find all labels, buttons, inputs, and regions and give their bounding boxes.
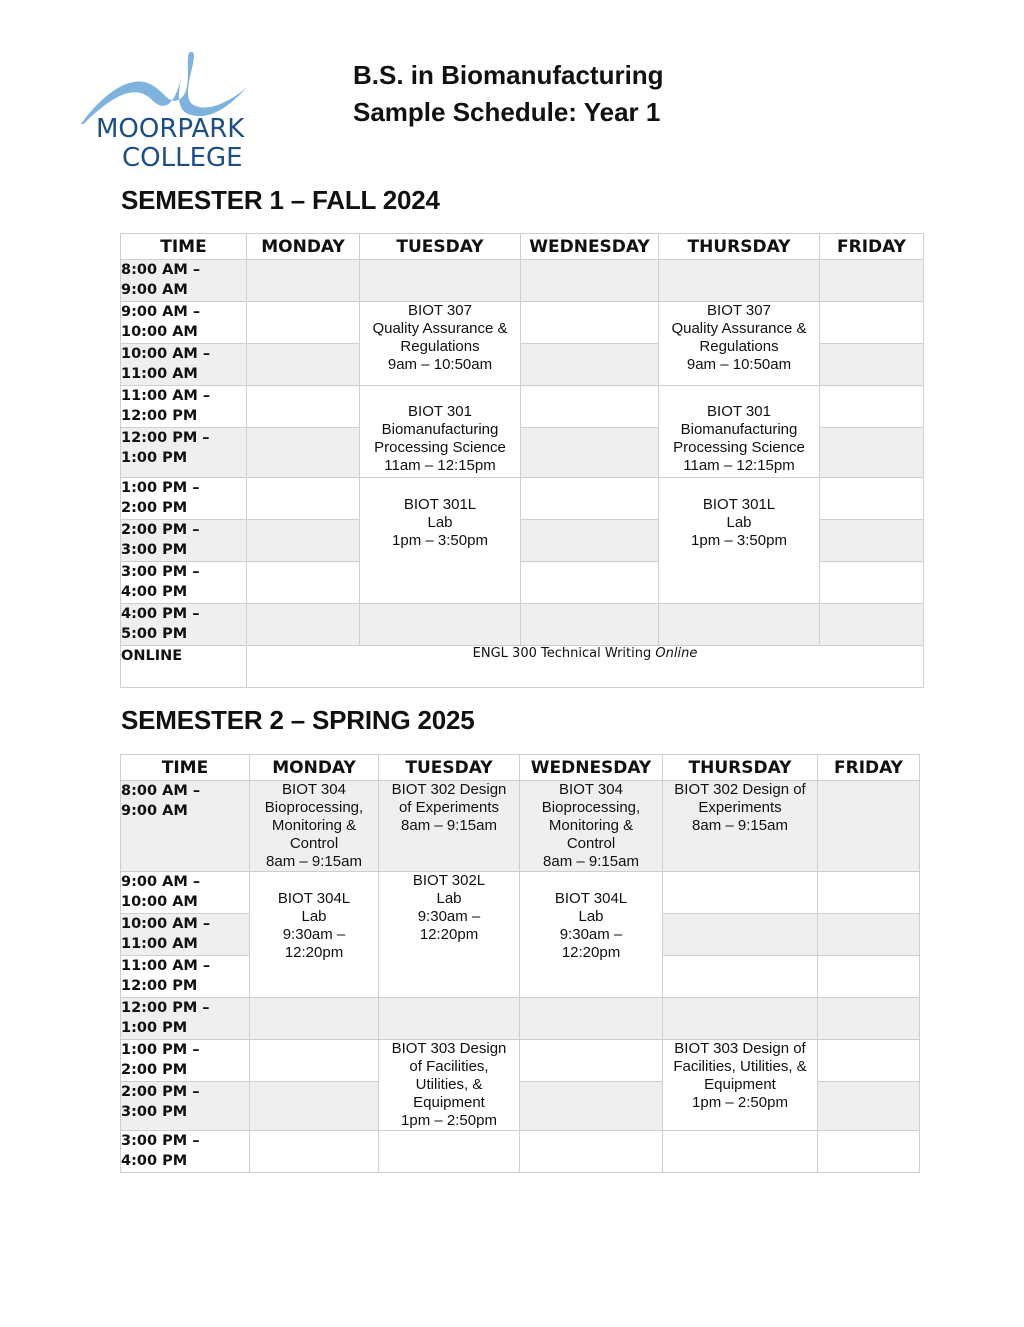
time-slot: 2:00 PM – 3:00 PM xyxy=(121,1082,250,1131)
online-row xyxy=(121,646,924,688)
time-slot: 1:00 PM – 2:00 PM xyxy=(121,1040,250,1082)
time-slot: 10:00 AM – 11:00 AM xyxy=(121,914,250,956)
page-subtitle: Sample Schedule: Year 1 xyxy=(353,97,661,127)
header-wednesday: WEDNESDAY xyxy=(520,755,663,781)
header-tuesday: TUESDAY xyxy=(360,234,521,260)
online-label: ONLINE xyxy=(121,646,247,688)
course-biot304l-monday: BIOT 304L Lab 9:30am – 12:20pm xyxy=(250,872,379,998)
course-biot307-thursday: BIOT 307 Quality Assurance & Regulations 9am – 10:50am xyxy=(659,302,820,386)
semester2-table xyxy=(120,754,920,1173)
table-row xyxy=(121,386,924,428)
course-biot304-wednesday: BIOT 304 Bioprocessing, Monitoring & Control 8am – 9:15am xyxy=(520,781,663,872)
table-row xyxy=(121,872,920,914)
table-row xyxy=(121,260,924,302)
time-slot: 9:00 AM – 10:00 AM xyxy=(121,872,250,914)
table-row xyxy=(121,1131,920,1173)
page-title: B.S. in Biomanufacturing xyxy=(353,60,664,90)
header-monday: MONDAY xyxy=(247,234,360,260)
semester1-table xyxy=(120,233,924,688)
table-header-row xyxy=(121,755,920,781)
course-biot303-thursday: BIOT 303 Design of Facilities, Utilities, & Equipment 1pm – 2:50pm xyxy=(663,1040,818,1131)
time-slot: 3:00 PM – 4:00 PM xyxy=(121,562,247,604)
time-slot: 11:00 AM – 12:00 PM xyxy=(121,386,247,428)
course-biot301-thursday: BIOT 301 Biomanufacturing Processing Science 11am – 12:15pm xyxy=(659,386,820,478)
table-row xyxy=(121,302,924,344)
header-time: TIME xyxy=(121,234,247,260)
header-monday: MONDAY xyxy=(250,755,379,781)
header-friday: FRIDAY xyxy=(820,234,924,260)
table-header-row xyxy=(121,234,924,260)
table-row xyxy=(121,998,920,1040)
college-logo xyxy=(70,44,285,174)
time-slot: 12:00 PM – 1:00 PM xyxy=(121,428,247,478)
header-wednesday: WEDNESDAY xyxy=(521,234,659,260)
time-slot: 4:00 PM – 5:00 PM xyxy=(121,604,247,646)
course-biot304l-wednesday: BIOT 304L Lab 9:30am – 12:20pm xyxy=(520,872,663,998)
time-slot: 10:00 AM – 11:00 AM xyxy=(121,344,247,386)
header-time: TIME xyxy=(121,755,250,781)
table-row xyxy=(121,781,920,872)
semester1-heading: SEMESTER 1 – FALL 2024 xyxy=(121,185,440,215)
time-slot: 12:00 PM – 1:00 PM xyxy=(121,998,250,1040)
header-tuesday: TUESDAY xyxy=(379,755,520,781)
time-slot: 3:00 PM – 4:00 PM xyxy=(121,1131,250,1173)
time-slot: 11:00 AM – 12:00 PM xyxy=(121,956,250,998)
course-biot302-tuesday: BIOT 302 Design of Experiments 8am – 9:15am xyxy=(379,781,520,872)
online-course: ENGL 300 Technical Writing Online xyxy=(247,646,924,688)
course-biot301l-tuesday: BIOT 301L Lab 1pm – 3:50pm xyxy=(360,478,521,604)
course-biot302l-tuesday: BIOT 302L Lab 9:30am – 12:20pm xyxy=(379,872,520,998)
semester2-heading: SEMESTER 2 – SPRING 2025 xyxy=(121,705,475,735)
course-biot303-tuesday: BIOT 303 Design of Facilities, Utilities, & Equipment 1pm – 2:50pm xyxy=(379,1040,520,1131)
time-slot: 9:00 AM – 10:00 AM xyxy=(121,302,247,344)
table-row xyxy=(121,478,924,520)
time-slot: 2:00 PM – 3:00 PM xyxy=(121,520,247,562)
course-biot301l-thursday: BIOT 301L Lab 1pm – 3:50pm xyxy=(659,478,820,604)
logo-line2: COLLEGE xyxy=(122,143,243,173)
table-row xyxy=(121,1040,920,1082)
header-thursday: THURSDAY xyxy=(663,755,818,781)
time-slot: 8:00 AM – 9:00 AM xyxy=(121,260,247,302)
time-slot: 8:00 AM – 9:00 AM xyxy=(121,781,250,872)
course-biot301-tuesday: BIOT 301 Biomanufacturing Processing Science 11am – 12:15pm xyxy=(360,386,521,478)
course-biot302-thursday: BIOT 302 Design of Experiments 8am – 9:15am xyxy=(663,781,818,872)
course-biot307-tuesday: BIOT 307 Quality Assurance & Regulations 9am – 10:50am xyxy=(360,302,521,386)
time-slot: 1:00 PM – 2:00 PM xyxy=(121,478,247,520)
logo-swoosh-icon xyxy=(70,44,285,124)
course-biot304-monday: BIOT 304 Bioprocessing, Monitoring & Control 8am – 9:15am xyxy=(250,781,379,872)
header-friday: FRIDAY xyxy=(818,755,920,781)
table-row xyxy=(121,604,924,646)
header-thursday: THURSDAY xyxy=(659,234,820,260)
logo-line1: MOORPARK xyxy=(96,114,245,144)
